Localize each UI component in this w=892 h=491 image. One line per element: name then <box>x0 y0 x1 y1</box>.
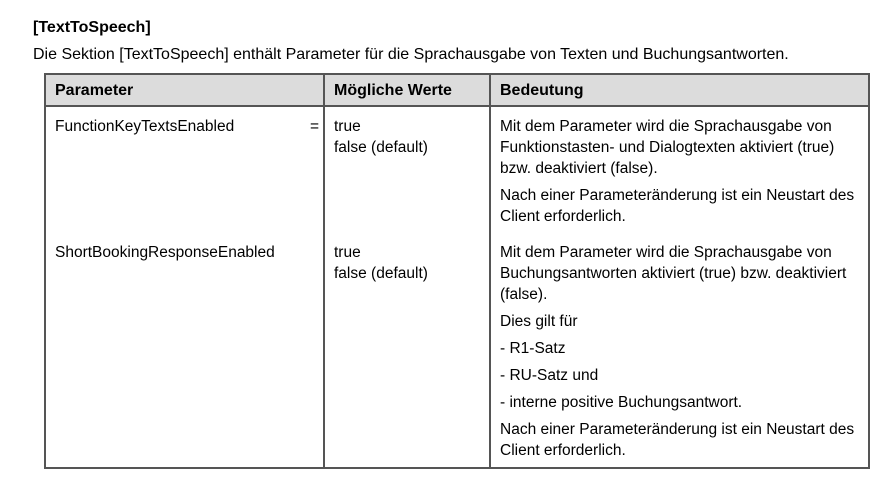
value-option: true <box>334 118 361 135</box>
parameter-cell <box>45 233 324 468</box>
table-header-row <box>45 74 869 106</box>
parameter-marker: = <box>309 118 319 135</box>
description-paragraph: Nach einer Parameteränderung ist ein Neustart des Client erforderlich. <box>500 421 855 459</box>
parameter-name: ShortBookingResponseEnabled <box>55 244 275 261</box>
table-row <box>45 233 869 468</box>
description-cell <box>490 106 869 233</box>
description-paragraph: Nach einer Parameteränderung ist ein Neustart des Client erforderlich. <box>500 187 855 225</box>
value-option: false (default) <box>334 265 428 282</box>
header-possible-values: Mögliche Werte <box>324 74 490 106</box>
description-paragraph: Mit dem Parameter wird die Sprachausgabe von Buchungsantworten aktiviert (true) bzw. deaktiviert (false). <box>500 244 847 303</box>
description-cell <box>490 233 869 468</box>
section-intro: Die Sektion [TextToSpeech] enthält Parameter für die Sprachausgabe von Texten und Buchungsantworten. <box>33 46 789 63</box>
value-option: true <box>334 244 361 261</box>
parameter-name: FunctionKeyTextsEnabled <box>55 118 235 135</box>
parameter-table <box>44 73 870 469</box>
description-paragraph: Dies gilt für <box>500 313 578 330</box>
header-parameter: Parameter <box>45 74 324 106</box>
description-list-item: - RU-Satz und <box>500 367 599 384</box>
values-cell <box>324 233 490 468</box>
description-list-item: - interne positive Buchungsantwort. <box>500 394 743 411</box>
table-row <box>45 106 869 233</box>
value-option: false (default) <box>334 139 428 156</box>
parameter-cell <box>45 106 324 233</box>
values-cell <box>324 106 490 233</box>
description-list-item: - R1-Satz <box>500 340 566 357</box>
header-meaning: Bedeutung <box>490 74 869 106</box>
description-paragraph: Mit dem Parameter wird die Sprachausgabe von Funktionstasten- und Dialogtexten aktiviert (true) bzw. deaktiviert (false). <box>500 118 835 177</box>
section-title: [TextToSpeech] <box>33 19 151 36</box>
